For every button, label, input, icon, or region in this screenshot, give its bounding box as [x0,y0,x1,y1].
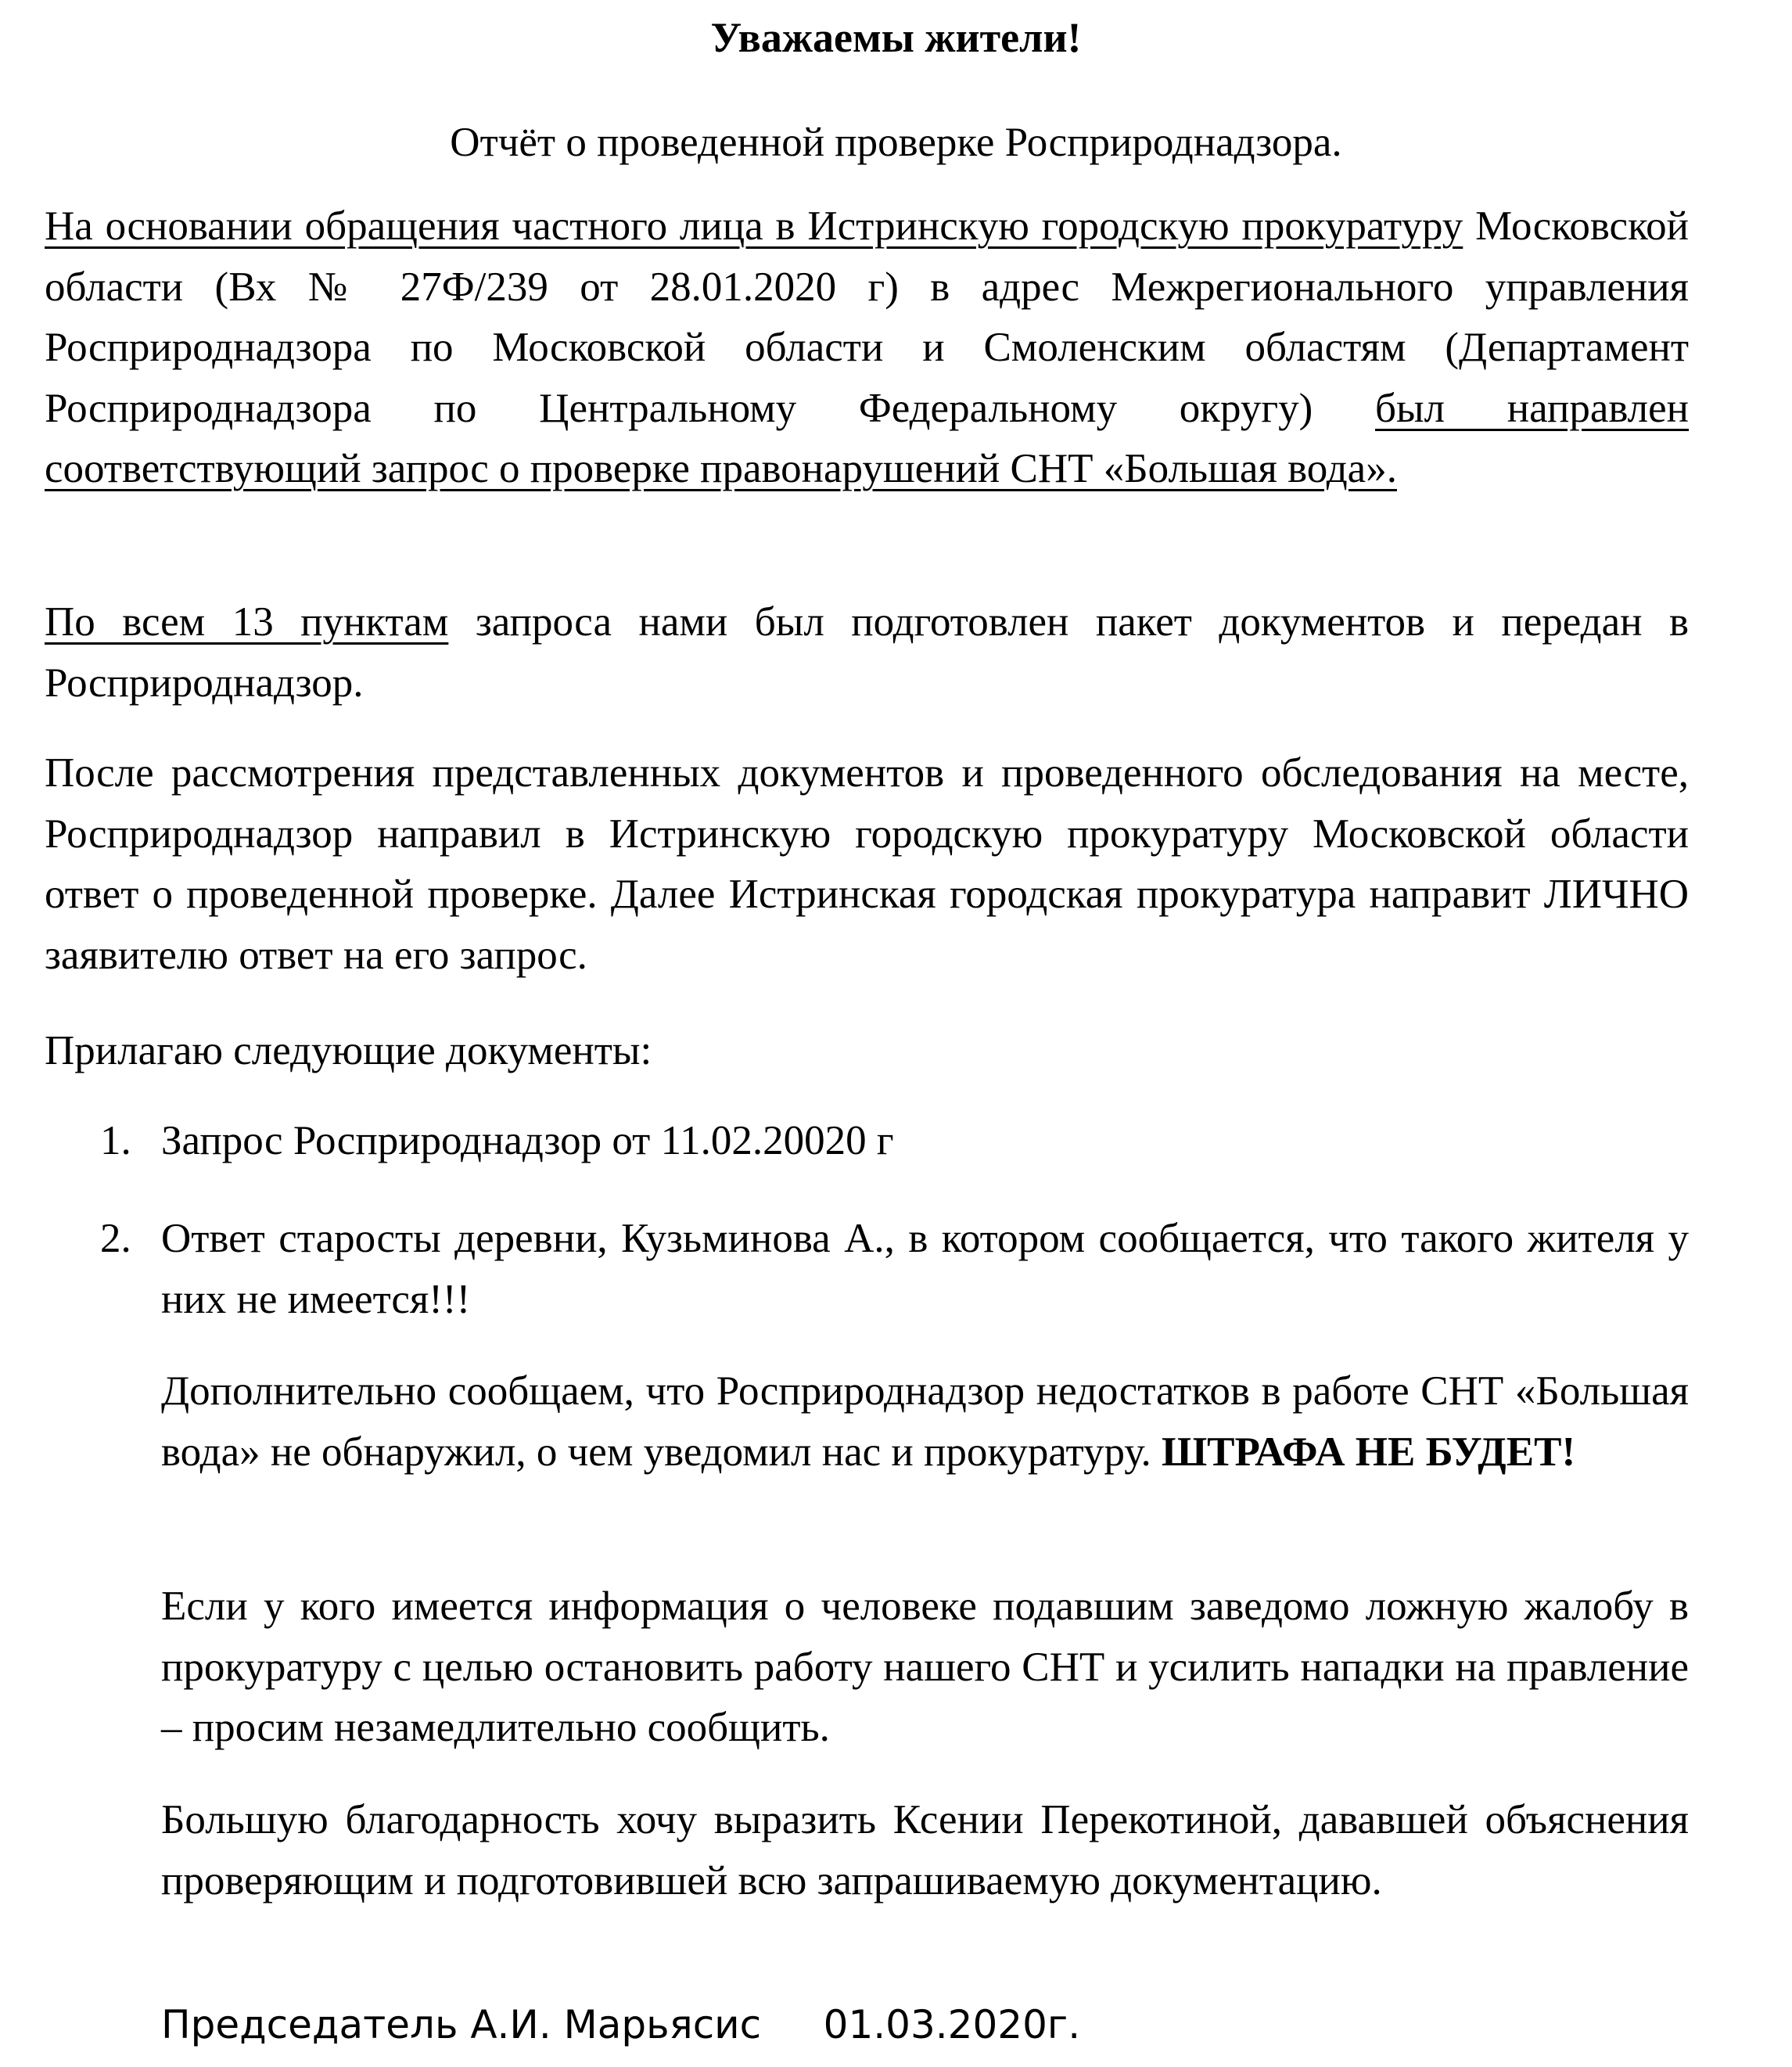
paragraph-gratitude: Большую благодарность хочу выразить Ксении Перекотиной, дававшей объяснения проверяющим и подготовившей всю запрашиваемую документацию. [161,1797,1689,1903]
paragraph-text: Дополнительно сообщаем, что Росприроднадзор недостатков в работе СНТ «Большая вода» не обнаружил, о чем уведомил нас и прокуратуру. [161,1368,1689,1475]
underlined-points-count: По всем 13 пунктам [45,599,449,645]
list-item-number: 1. [100,1118,131,1163]
paragraph-text: запроса нами был подготовлен пакет документов и передан в Росприроднадзор. [45,599,1689,706]
paragraph-inspection-result: После рассмотрения представленных документов и проведенного обследования на месте, Росприроднадзор направил в Истринскую городскую прокуратуру Московской области ответ о проведенной проверке. Далее Истринская городская прокуратура направит ЛИЧНО заявителю ответ на его запрос. [45,750,1689,978]
paragraph-no-violations [161,1361,1689,1483]
paragraph-information-request: Если у кого имеется информация о человеке подавшим заведомо ложную жалобу в прокуратуру с целью остановить работу нашего СНТ и усилить нападки на правление – просим незамедлительно сообщить. [161,1584,1689,1750]
paragraph-documents-prepared [45,592,1689,714]
signature-date: 01.03.2020г. [823,2002,1081,2047]
signature-line [161,1997,1080,2052]
paragraph-request-basis [45,196,1689,500]
paragraph-text: Московской области (Вх № 27Ф/239 от 28.01.2020 г) в адрес Межрегионального управления Росприроднадзора по Московской области и Смоленским областям (Департамент Росприроднадзора по Центральному Федеральному округу) [45,203,1690,431]
report-title: Отчёт о проведенной проверке Росприроднадзора. [450,120,1342,165]
list-item: Ответ старосты деревни, Кузьминова А., в котором сообщается, что такого жителя у них не имеется!!! [161,1216,1689,1322]
underlined-request-source: На основании обращения частного лица в Истринскую городскую прокуратуру [45,203,1463,249]
bold-no-fine-notice: ШТРАФА НЕ БУДЕТ! [1161,1429,1576,1475]
greeting-heading: Уважаемы жители! [710,14,1082,61]
chairman-name: Председатель А.И. Марьясис [161,2002,762,2047]
list-item-number: 2. [100,1216,131,1261]
list-item: Запрос Росприроднадзор от 11.02.20020 г [161,1118,894,1163]
attachments-intro: Прилагаю следующие документы: [45,1028,652,1073]
underlined-request-sent: был направлен соответствующий запрос о проверке правонарушений СНТ «Большая вода». [45,385,1690,491]
